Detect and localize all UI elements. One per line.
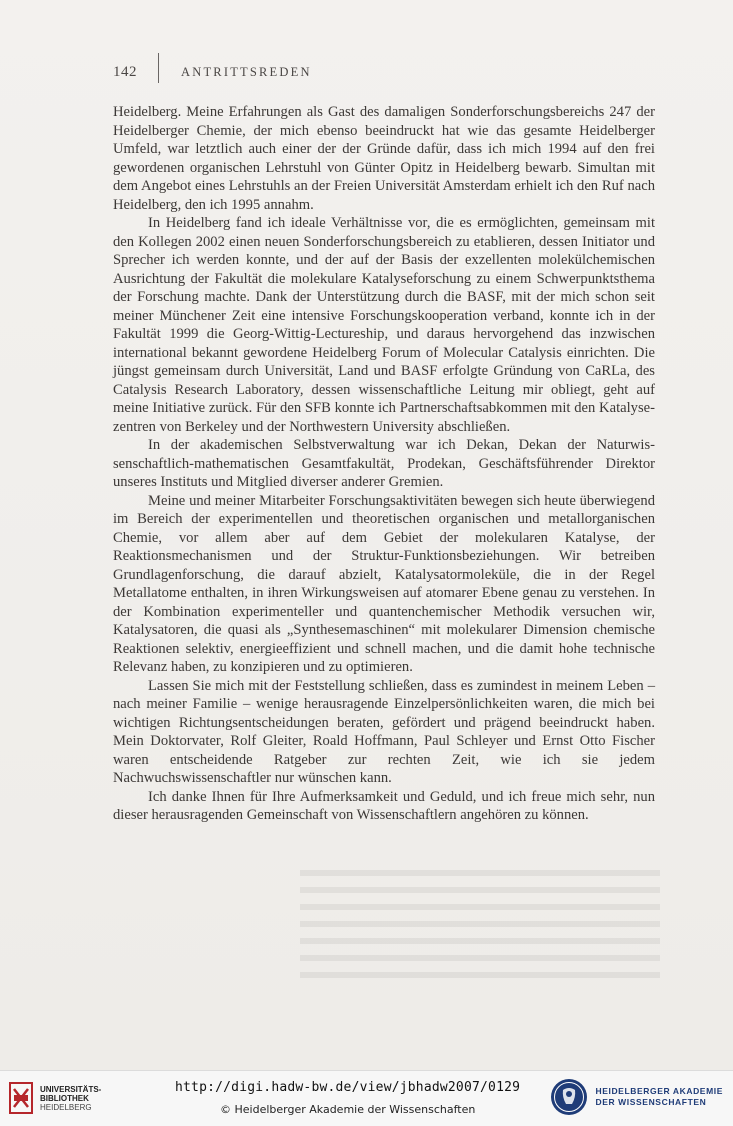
library-name-line-1: UNIVERSITÄTS- xyxy=(40,1084,102,1094)
copyright-notice: © Heidelberger Akademie der Wissenschaften xyxy=(220,1103,476,1116)
paragraph: Ich danke Ihnen für Ihre Aufmerksamkeit und Geduld, und ich freue mich sehr, nun dieser herausragenden Gemeinschaft von Wissenschaftlern angehören zu können. xyxy=(113,788,655,823)
academy-name-line-1: HEIDELBERGER AKADEMIE xyxy=(595,1086,723,1096)
paragraph: Lassen Sie mich mit der Feststellung schließen, dass es zumindest in meinem Leben – nach meiner Familie – wenige herausragende Einzelpersönlichkeiten waren, die mich bei wichtigen Richtungsentscheidungen beraten, gefördert und prägend beeindruckt haben. Mein Doktorvater, Rolf Gleiter, Roald Hoffmann, Paul Schleyer und Ernst Otto Fischer waren entscheidende Ratgeber zur rechten Zeit, wie ich sie jedem Nachwuchswissenschaftler nur wünschen kann. xyxy=(113,677,655,786)
academy-logo[interactable] xyxy=(549,1077,723,1117)
paragraph: Meine und meiner Mitarbeiter Forschungsaktivitäten bewegen sich heute überwiegend im Bereich der experimentellen und theoretischen organischen und metallorganischen Chemie, vor allem aber auf dem Gebiet der molekularen Katalyse, der Reaktionsmechanismen und der Struktur-Funktionsbeziehungen. Wir betreiben Grundlagenforschung, die darauf abzielt, Katalysatormoleküle, die in der Regel Metallatome enthalten, in ihren Wirkungsweisen auf atomarer Ebene genau zu verstehen. In der Kombination experimenteller und quantenchemischer Methodik versuchen wir, Katalysatoren, die quasi als „Synthesemaschinen“ mit molekularer Dimension chemische Reaktionen selektiv, energieeffizient und schnell machen, und die damit hohe technische Relevanz haben, zu konzipieren und zu optimieren. xyxy=(113,492,655,675)
viewer-footer xyxy=(0,1070,733,1126)
paragraph: Heidelberg. Meine Erfahrungen als Gast des damaligen Sonderforschungsbereichs 247 der Heidelberger Chemie, der mich ebenso beeindruckt hat wie das gesamte Heidelberger Umfeld, war letztlich auch einer der der Gründe dafür, dass ich mich 1994 auf den frei gewordenen organischen Lehrstuhl von Günter Opitz in Heidelberg bewarb. Simultan mit dem Angebot eines Lehrstuhls an der Freien Universität Amsterdam erhielt ich den Ruf nach Heidelberg, den ich 1995 annahm. xyxy=(113,104,655,213)
university-library-logo[interactable] xyxy=(8,1081,101,1115)
university-library-icon xyxy=(8,1081,34,1115)
university-library-name xyxy=(40,1085,101,1112)
section-title: ANTRITTSREDEN xyxy=(181,64,312,79)
academy-name-line-2: DER WISSENSCHAFTEN xyxy=(595,1097,707,1107)
paragraph: In der akademischen Selbstverwaltung war ich Dekan, Dekan der Naturwissenschaftlich-mathematischen Gesamtfakultät, Prodekan, Geschäftsführender Direktor unseres Instituts und Mitglied diverser anderer Gremien. xyxy=(113,437,655,490)
paragraph: In Heidelberg fand ich ideale Verhältnisse vor, die es ermöglichten, gemeinsam mit den Kollegen 2002 einen neuen Sonderforschungsbereich zu etablieren, dessen Initiator und Sprecher ich werden konnte, und der auf der Basis der exzellenten molekülchemischen Ausrichtung der Fakultät die molekulare Katalyseforschung zu einem Schwerpunktsthema der Forschung machte. Dank der Unterstützung durch die BASF, mit der mich schon seit meiner Münchener Zeit eine intensive Forschungskooperation verband, konnte ich in der Fakultät 1999 die Georg-Wittig-Lectureship, und daraus hervorgehend das inzwischen international bekannt gewordene Heidelberg Forum of Molecular Catalysis einrichten. Die jüngst gemeinsam durch Universität, Land und BASF erfolgte Gründung von CaRLa, des Catalysis Research Laboratory, dessen wissenschaftliche Leitung mir obliegt, geht auf meine Initiative zurück. Für den SFB konnte ich Partnerschaftsabkommen mit den Katalysezentren von Berkeley und der Northwestern University abschließen. xyxy=(113,215,655,435)
library-name-line-3: HEIDELBERG xyxy=(40,1102,92,1112)
body-text xyxy=(113,103,655,825)
header-divider xyxy=(158,53,159,83)
academy-seal-icon xyxy=(549,1077,589,1117)
page-number: 142 xyxy=(113,63,137,80)
running-head xyxy=(113,62,312,82)
permalink-url[interactable]: http://digi.hadw-bw.de/view/jbhadw2007/0129 xyxy=(175,1080,521,1095)
library-name-line-2: BIBLIOTHEK xyxy=(40,1093,89,1103)
academy-name xyxy=(595,1086,723,1108)
show-through-shadow xyxy=(300,870,660,980)
